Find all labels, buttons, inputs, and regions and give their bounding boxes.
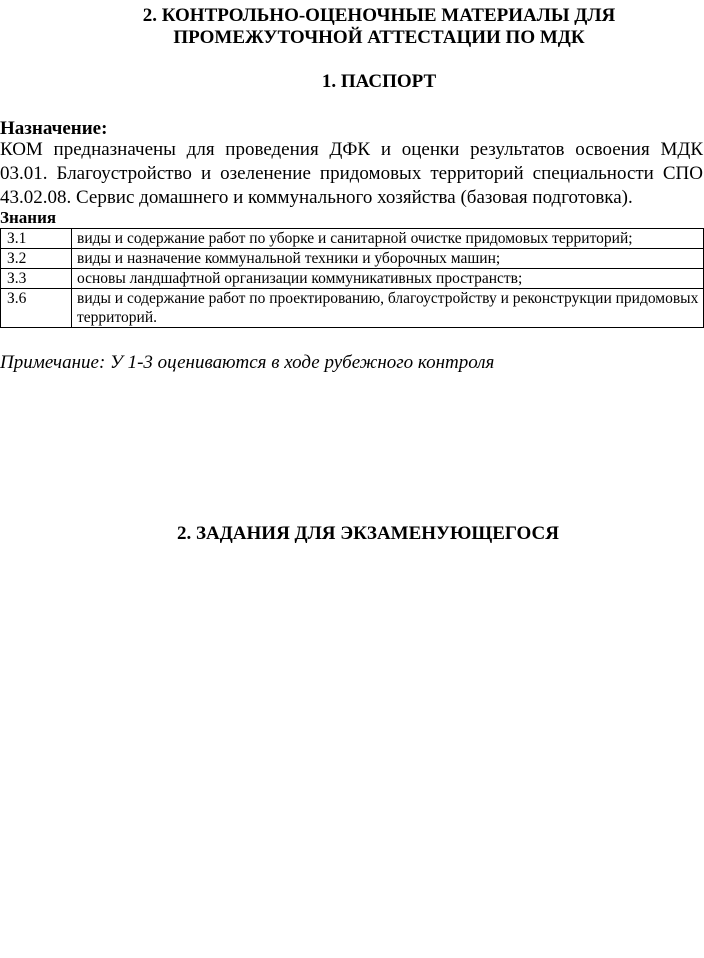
knowledge-code: З.1 xyxy=(1,229,72,249)
purpose-line-1: КОМ предназначены для проведения ДФК и оценки результатов освоения МДК xyxy=(0,139,703,160)
purpose-line-3: 43.02.08. Сервис домашнего и коммунального хозяйства (базовая подготовка). xyxy=(0,187,633,208)
section-tasks-title: 2. ЗАДАНИЯ ДЛЯ ЭКЗАМЕНУЮЩЕГОСЯ xyxy=(176,523,559,544)
knowledge-code: З.6 xyxy=(1,289,72,328)
document-title-line1: 2. КОНТРОЛЬНО-ОЦЕНОЧНЫЕ МАТЕРИАЛЫ ДЛЯ xyxy=(142,5,616,26)
knowledge-description: виды и содержание работ по уборке и санитарной очистке придомовых территорий; xyxy=(72,229,704,249)
table-row xyxy=(1,289,704,328)
section-passport-title: 1. ПАСПОРТ xyxy=(321,71,437,92)
note-text: Примечание: У 1-3 оцениваются в ходе рубежного контроля xyxy=(0,352,495,373)
purpose-heading: Назначение: xyxy=(0,118,108,139)
table-row xyxy=(1,229,704,249)
knowledge-code: З.3 xyxy=(1,269,72,289)
document-title-line2: ПРОМЕЖУТОЧНОЙ АТТЕСТАЦИИ ПО МДК xyxy=(173,27,585,48)
knowledge-table xyxy=(0,228,704,328)
purpose-line-2: 03.01. Благоустройство и озеленение придомовых территорий специальности СПО xyxy=(0,163,703,184)
knowledge-description: виды и содержание работ по проектированию, благоустройству и реконструкции придомовых территорий. xyxy=(72,289,704,328)
purpose-paragraph xyxy=(0,138,703,210)
table-row xyxy=(1,269,704,289)
knowledge-description: виды и назначение коммунальной техники и уборочных машин; xyxy=(72,249,704,269)
document-title xyxy=(0,5,704,49)
knowledge-description: основы ландшафтной организации коммуникативных пространств; xyxy=(72,269,704,289)
knowledge-heading: Знания xyxy=(0,208,57,227)
knowledge-code: З.2 xyxy=(1,249,72,269)
table-row xyxy=(1,249,704,269)
